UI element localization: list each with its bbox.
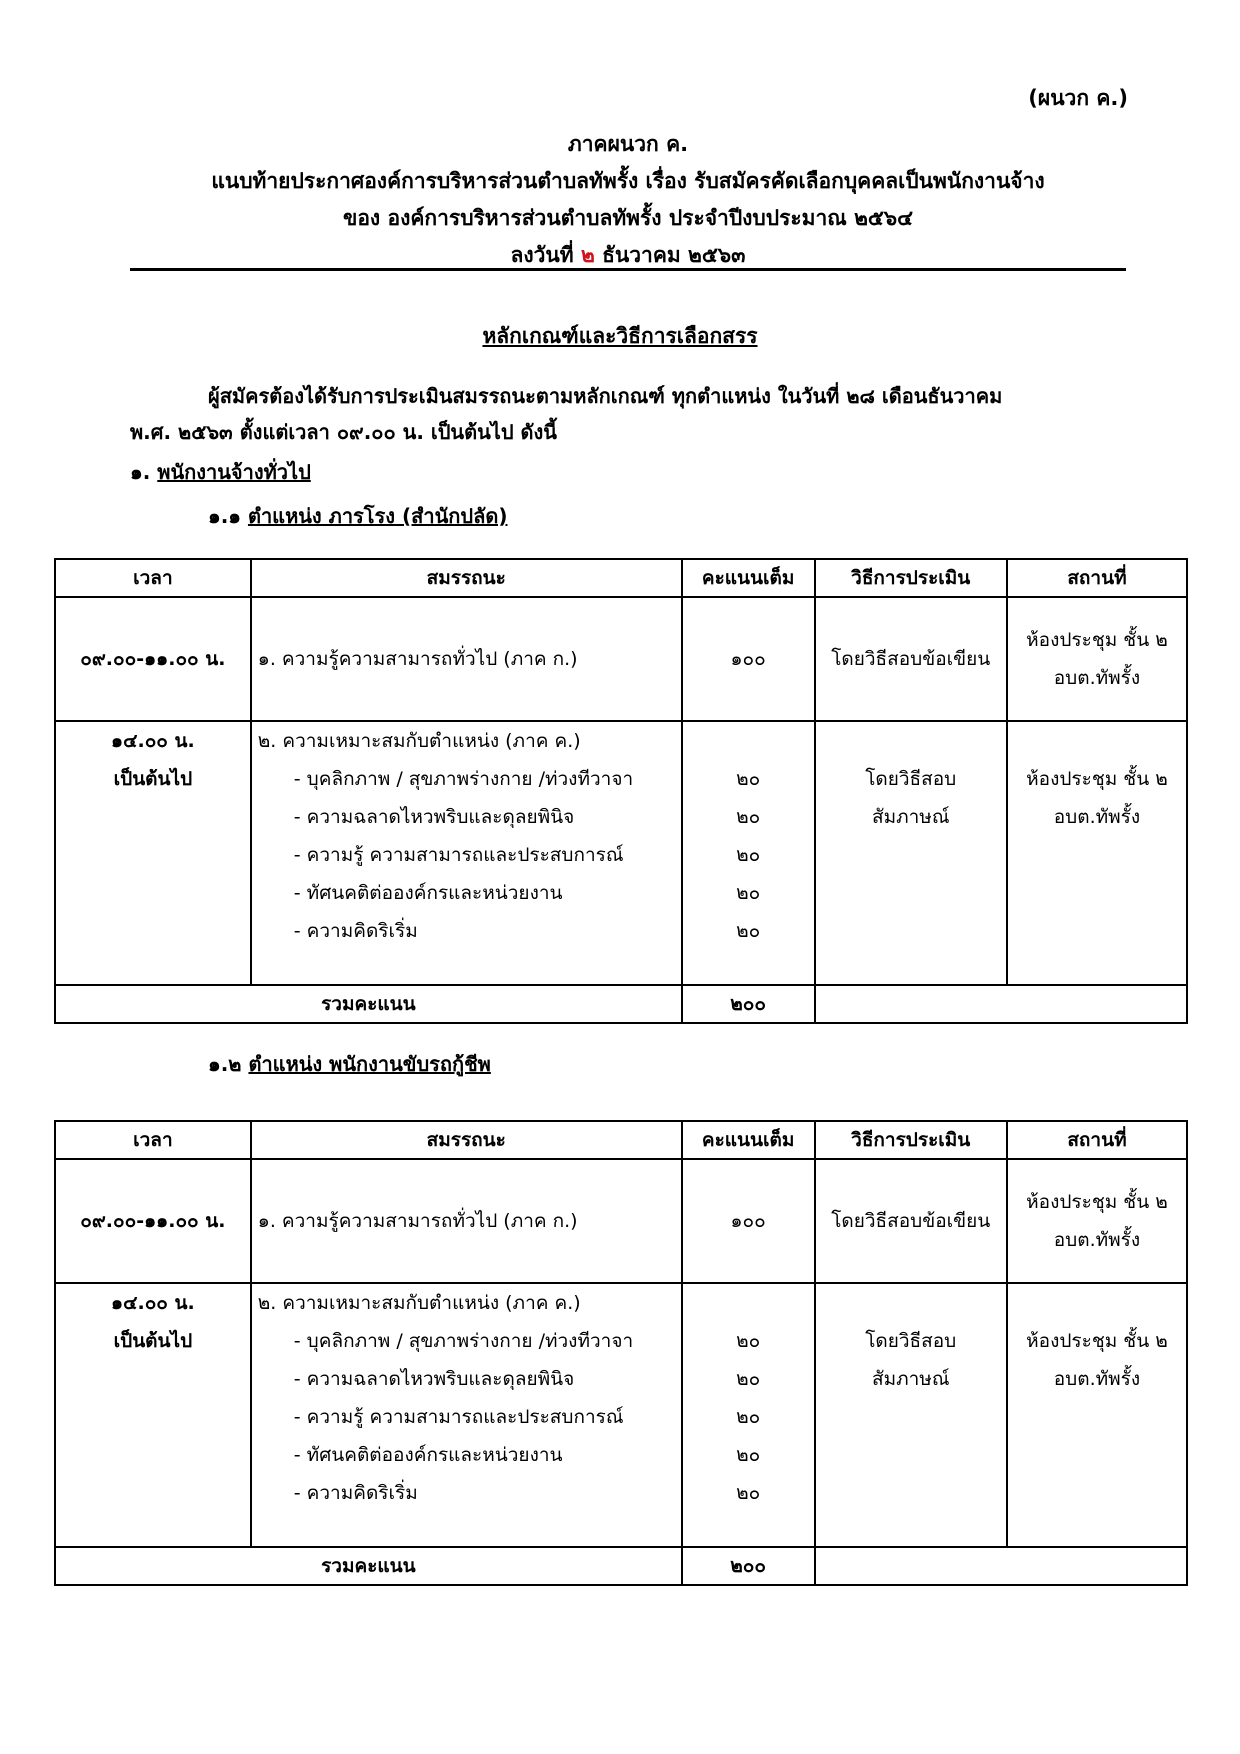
competency-item: - ความรู้ ความสามารถและประสบการณ์ bbox=[293, 1406, 624, 1428]
competency-item: - ความคิดริเริ่ม bbox=[293, 1482, 418, 1504]
header-competency: สมรรถนะ bbox=[251, 1121, 682, 1159]
section-title: หลักเกณฑ์และวิธีการเลือกสรร bbox=[482, 324, 758, 348]
competency-item: - ทัศนคติต่อองค์กรและหน่วยงาน bbox=[293, 1444, 563, 1466]
method-cell: โดยวิธีสอบ สัมภาษณ์ bbox=[815, 1283, 1007, 1547]
total-score: ๒๐๐ bbox=[682, 985, 815, 1023]
time-cell: ๐๙.๐๐-๑๑.๐๐ น. bbox=[55, 597, 251, 721]
date-rest: ธันวาคม ๒๕๖๓ bbox=[594, 243, 746, 267]
competency-item: - ทัศนคติต่อองค์กรและหน่วยงาน bbox=[293, 882, 563, 904]
header-line-3: ของ องค์การบริหารส่วนตำบลทัพรั้ง ประจำปีงบประมาณ ๒๕๖๔ bbox=[342, 206, 914, 230]
total-empty-cell bbox=[815, 985, 1187, 1023]
table-row bbox=[55, 1159, 1187, 1283]
total-score: ๒๐๐ bbox=[682, 1547, 815, 1585]
table-header-row bbox=[55, 1121, 1187, 1159]
table-row bbox=[55, 1283, 1187, 1547]
heading-general-employee: ๑. พนักงานจ้างทั่วไป bbox=[130, 460, 311, 484]
competency-item: - บุคลิกภาพ / สุขภาพร่างกาย /ท่วงทีวาจา bbox=[293, 768, 634, 790]
score-cell: ๑๐๐ bbox=[682, 1159, 815, 1283]
competency-item: - ความคิดริเริ่ม bbox=[293, 920, 418, 942]
date-prefix: ลงวันที่ bbox=[510, 243, 581, 267]
method-cell: โดยวิธีสอบ สัมภาษณ์ bbox=[815, 721, 1007, 985]
header-line-2: แนบท้ายประกาศองค์การบริหารส่วนตำบลทัพรั้ง เรื่อง รับสมัครคัดเลือกบุคคลเป็นพนักงานจ้าง bbox=[211, 169, 1045, 193]
header-full-score: คะแนนเต็ม bbox=[682, 1121, 815, 1159]
place-cell: ห้องประชุม ชั้น ๒ อบต.ทัพรั้ง bbox=[1007, 721, 1187, 985]
intro-line-2: พ.ศ. ๒๕๖๓ ตั้งแต่เวลา ๐๙.๐๐ น. เป็นต้นไป ดังนี้ bbox=[130, 420, 557, 444]
header-divider bbox=[130, 268, 1126, 271]
header-competency: สมรรถนะ bbox=[251, 559, 682, 597]
time-cell: ๑๔.๐๐ น. เป็นต้นไป bbox=[55, 721, 251, 985]
total-row bbox=[55, 985, 1187, 1023]
score-cell: ๒๐ ๒๐ ๒๐ ๒๐ ๒๐ bbox=[682, 721, 815, 985]
competency-cell: ๑. ความรู้ความสามารถทั่วไป (ภาค ก.) bbox=[251, 1159, 682, 1283]
header-place: สถานที่ bbox=[1007, 559, 1187, 597]
competency-item: - ความรู้ ความสามารถและประสบการณ์ bbox=[293, 844, 624, 866]
position-2-heading: ๑.๒ ตำแหน่ง พนักงานขับรถกู้ชีพ bbox=[208, 1052, 491, 1076]
place-cell: ห้องประชุม ชั้น ๒ อบต.ทัพรั้ง bbox=[1007, 597, 1187, 721]
total-label: รวมคะแนน bbox=[55, 985, 682, 1023]
competency-item: - ความฉลาดไหวพริบและดุลยพินิจ bbox=[293, 1368, 575, 1390]
competency-cell: ๒. ความเหมาะสมกับตำแหน่ง (ภาค ค.) - บุคลิกภาพ / สุขภาพร่างกาย /ท่วงทีวาจา - ความฉลาดไหวพริบและดุลยพินิจ - ความรู้ ความสามารถและประสบการณ์ - ทัศนคติต่อองค์กรและหน่วยงาน - ความคิดริเริ่ม bbox=[251, 1283, 682, 1547]
place-cell: ห้องประชุม ชั้น ๒ อบต.ทัพรั้ง bbox=[1007, 1159, 1187, 1283]
header-time: เวลา bbox=[55, 559, 251, 597]
table-row bbox=[55, 721, 1187, 985]
annex-tag: (ผนวก ค.) bbox=[1028, 86, 1128, 110]
competency-item: - บุคลิกภาพ / สุขภาพร่างกาย /ท่วงทีวาจา bbox=[293, 1330, 634, 1352]
competency-cell: ๒. ความเหมาะสมกับตำแหน่ง (ภาค ค.) - บุคลิกภาพ / สุขภาพร่างกาย /ท่วงทีวาจา - ความฉลาดไหวพริบและดุลยพินิจ - ความรู้ ความสามารถและประสบการณ์ - ทัศนคติต่อองค์กรและหน่วยงาน - ความคิดริเริ่ม bbox=[251, 721, 682, 985]
header-place: สถานที่ bbox=[1007, 1121, 1187, 1159]
time-cell: ๐๙.๐๐-๑๑.๐๐ น. bbox=[55, 1159, 251, 1283]
header-method: วิธีการประเมิน bbox=[815, 559, 1007, 597]
intro-paragraph bbox=[130, 378, 1126, 450]
total-label: รวมคะแนน bbox=[55, 1547, 682, 1585]
method-cell: โดยวิธีสอบข้อเขียน bbox=[815, 1159, 1007, 1283]
method-cell: โดยวิธีสอบข้อเขียน bbox=[815, 597, 1007, 721]
header-line-1: ภาคผนวก ค. bbox=[567, 132, 689, 156]
header-method: วิธีการประเมิน bbox=[815, 1121, 1007, 1159]
competency-item: - ความฉลาดไหวพริบและดุลยพินิจ bbox=[293, 806, 575, 828]
place-cell: ห้องประชุม ชั้น ๒ อบต.ทัพรั้ง bbox=[1007, 1283, 1187, 1547]
time-cell: ๑๔.๐๐ น. เป็นต้นไป bbox=[55, 1283, 251, 1547]
score-cell: ๒๐ ๒๐ ๒๐ ๒๐ ๒๐ bbox=[682, 1283, 815, 1547]
criteria-table-1 bbox=[54, 558, 1188, 1024]
total-empty-cell bbox=[815, 1547, 1187, 1585]
header-time: เวลา bbox=[55, 1121, 251, 1159]
criteria-table-2 bbox=[54, 1120, 1188, 1586]
total-row bbox=[55, 1547, 1187, 1585]
date-day: ๒ bbox=[580, 243, 595, 267]
intro-line-1: ผู้สมัครต้องได้รับการประเมินสมรรถนะตามหลักเกณฑ์ ทุกตำแหน่ง ในวันที่ ๒๘ เดือนธันวาคม bbox=[208, 384, 1003, 408]
position-1-heading: ๑.๑ ตำแหน่ง ภารโรง (สำนักปลัด) bbox=[208, 504, 508, 528]
table-row bbox=[55, 597, 1187, 721]
header-full-score: คะแนนเต็ม bbox=[682, 559, 815, 597]
competency-cell: ๑. ความรู้ความสามารถทั่วไป (ภาค ก.) bbox=[251, 597, 682, 721]
document-header bbox=[130, 126, 1126, 274]
score-cell: ๑๐๐ bbox=[682, 597, 815, 721]
table-header-row bbox=[55, 559, 1187, 597]
